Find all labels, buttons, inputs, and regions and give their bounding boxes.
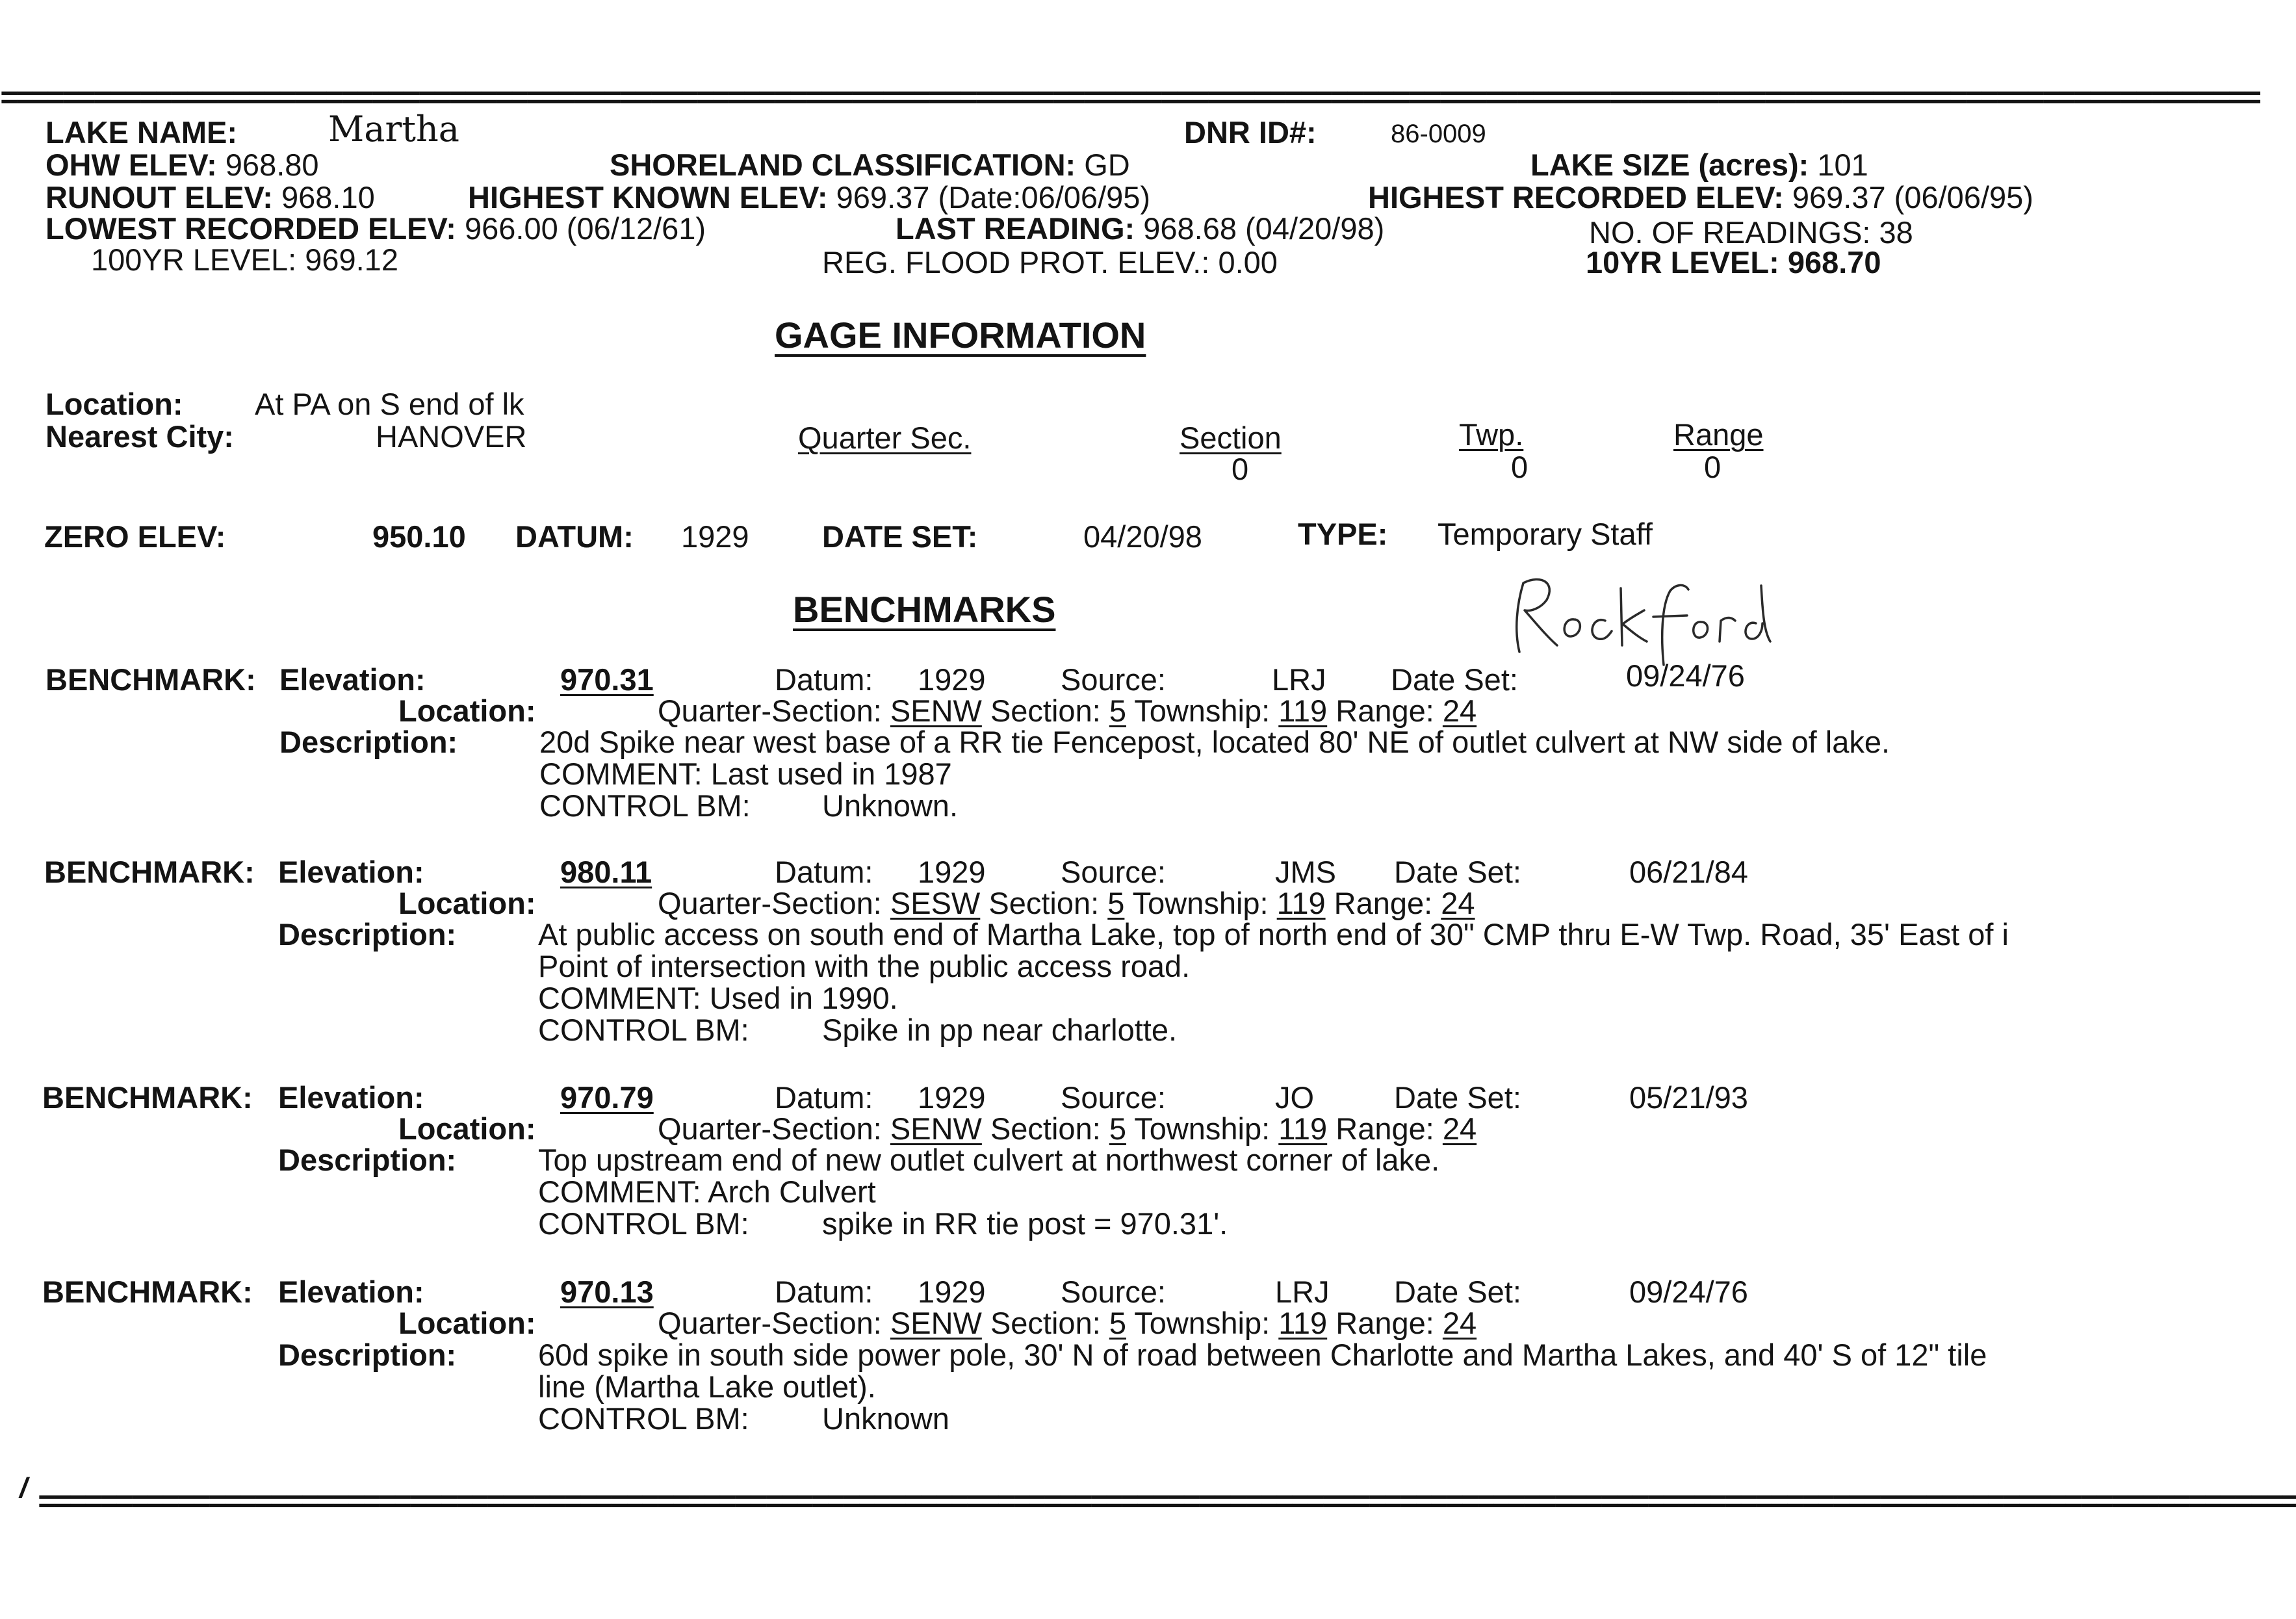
elevation-value: 970.31: [560, 662, 654, 697]
reg-flood-prot-elev: REG. FLOOD PROT. ELEV.: 0.00: [822, 245, 1278, 279]
source-value: JMS: [1275, 855, 1336, 889]
description-label: Description:: [279, 725, 458, 759]
comment-line: COMMENT: Last used in 1987: [539, 757, 952, 791]
location-label: Location:: [398, 693, 536, 728]
date-set-label: Date Set:: [1391, 662, 1518, 697]
description-label: Description:: [278, 917, 457, 952]
source-value: LRJ: [1272, 662, 1326, 697]
highest-known-elev: HIGHEST KNOWN ELEV: 969.37 (Date:06/06/95): [468, 180, 1151, 214]
control-bm-value: Spike in pp near charlotte.: [822, 1013, 1178, 1047]
location-detail: Quarter-Section: SENW Section: 5 Township: 119 Range: 24: [658, 1306, 1477, 1340]
location-detail: Quarter-Section: SENW Section: 5 Township: 119 Range: 24: [658, 1111, 1477, 1146]
runout-elev: RUNOUT ELEV: 968.10: [45, 180, 375, 214]
description-line: 20d Spike near west base of a RR tie Fencepost, located 80' NE of outlet culvert at NW side of lake.: [539, 725, 1890, 759]
datum-value: 1929: [918, 855, 986, 889]
benchmark-label: BENCHMARK:: [44, 855, 255, 889]
source-label: Source:: [1061, 662, 1166, 697]
nearest-city-label: Nearest City:: [45, 419, 234, 454]
gage-information-heading: GAGE INFORMATION: [775, 315, 1146, 356]
source-value: LRJ: [1275, 1275, 1330, 1309]
description-line: At public access on south end of Martha Lake, top of north end of 30" CMP thru E-W Twp. Road, 35' East of i: [538, 917, 2009, 952]
elevation-label: Elevation:: [279, 662, 426, 697]
dnr-id-value: 86-0009: [1391, 120, 1486, 148]
description-line: line (Martha Lake outlet).: [538, 1369, 876, 1404]
datum-value: 1929: [681, 519, 749, 554]
lowest-recorded-elev: LOWEST RECORDED ELEV: 966.00 (06/12/61): [45, 211, 706, 246]
dnr-id-label: DNR ID#:: [1184, 115, 1317, 149]
range-header: Range: [1673, 417, 1764, 452]
control-bm-label: CONTROL BM:: [538, 1401, 749, 1436]
elevation-label: Elevation:: [278, 1080, 424, 1115]
location-label: Location:: [398, 1306, 536, 1340]
source-value: JO: [1275, 1080, 1315, 1115]
level-10yr: 10YR LEVEL: 968.70: [1586, 245, 1881, 279]
type-label: TYPE:: [1298, 517, 1388, 551]
control-bm-label: CONTROL BM:: [538, 1013, 749, 1047]
control-bm-label: CONTROL BM:: [539, 788, 751, 823]
date-set-value: 09/24/76: [1626, 658, 1745, 693]
control-bm-value: spike in RR tie post = 970.31'.: [822, 1206, 1228, 1241]
date-set-label: DATE SET:: [822, 519, 978, 554]
datum-value: 1929: [918, 1080, 986, 1115]
description-label: Description:: [278, 1143, 457, 1177]
source-label: Source:: [1061, 1275, 1166, 1309]
lake-size: LAKE SIZE (acres): 101: [1530, 148, 1868, 182]
section-value: 0: [1232, 452, 1249, 486]
datum-value: 1929: [918, 1275, 986, 1309]
date-set-value: 05/21/93: [1629, 1080, 1748, 1115]
datum-label: Datum:: [775, 855, 873, 889]
date-set-label: Date Set:: [1394, 1275, 1521, 1309]
handwritten-rockford-note: [1501, 569, 1774, 666]
description-line: Top upstream end of new outlet culvert at northwest corner of lake.: [538, 1143, 1440, 1177]
elevation-value: 980.11: [560, 855, 652, 889]
source-label: Source:: [1061, 1080, 1166, 1115]
quarter-sec-header: Quarter Sec.: [798, 421, 972, 455]
description-line: Point of intersection with the public access road.: [538, 949, 1191, 983]
shoreland-classification: SHORELAND CLASSIFICATION: GD: [610, 148, 1130, 182]
datum-label: Datum:: [775, 662, 873, 697]
highest-recorded-elev: HIGHEST RECORDED ELEV: 969.37 (06/06/95): [1368, 180, 2033, 214]
elevation-value: 970.79: [560, 1080, 654, 1115]
elevation-value: 970.13: [560, 1275, 654, 1309]
benchmarks-heading: BENCHMARKS: [793, 589, 1056, 630]
location-detail: Quarter-Section: SESW Section: 5 Township: 119 Range: 24: [658, 886, 1475, 920]
benchmark-label: BENCHMARK:: [45, 662, 256, 697]
datum-label: Datum:: [775, 1275, 873, 1309]
location-label: Location:: [398, 886, 536, 920]
date-set-value: 09/24/76: [1629, 1275, 1748, 1309]
lake-name-value: Martha: [328, 109, 459, 149]
elevation-label: Elevation:: [278, 1275, 424, 1309]
location-label: Location:: [398, 1111, 536, 1146]
bottom-rule-mark: /: [19, 1472, 28, 1504]
type-value: Temporary Staff: [1438, 517, 1653, 551]
number-of-readings: NO. OF READINGS: 38: [1589, 215, 1913, 250]
benchmark-label: BENCHMARK:: [42, 1275, 253, 1309]
top-separator-rule: ==================================================================================================================================================: [0, 83, 2259, 118]
datum-label: Datum:: [775, 1080, 873, 1115]
section-header: Section: [1180, 421, 1282, 455]
datum-label: DATUM:: [515, 519, 634, 554]
ohw-elev: OHW ELEV: 968.80: [45, 148, 319, 182]
date-set-value: 06/21/84: [1629, 855, 1748, 889]
date-set-label: Date Set:: [1394, 855, 1521, 889]
gage-location-value: At PA on S end of lk: [255, 387, 524, 421]
last-reading: LAST READING: 968.68 (04/20/98): [896, 211, 1385, 246]
control-bm-label: CONTROL BM:: [538, 1206, 749, 1241]
comment-line: COMMENT: Used in 1990.: [538, 981, 898, 1015]
source-label: Source:: [1061, 855, 1166, 889]
benchmark-label: BENCHMARK:: [42, 1080, 253, 1115]
zero-elev-label: ZERO ELEV:: [44, 519, 226, 554]
bottom-separator-rule: ==================================================================================================================================================: [38, 1486, 2296, 1522]
nearest-city-value: HANOVER: [376, 419, 527, 454]
datum-value: 1929: [918, 662, 986, 697]
gage-location-label: Location:: [45, 387, 183, 421]
twp-header: Twp.: [1459, 417, 1524, 452]
elevation-label: Elevation:: [278, 855, 424, 889]
date-set-value: 04/20/98: [1083, 519, 1202, 554]
lake-name-label: LAKE NAME:: [45, 115, 238, 149]
comment-line: COMMENT: Arch Culvert: [538, 1174, 876, 1209]
twp-value: 0: [1511, 450, 1529, 484]
description-line: 60d spike in south side power pole, 30' N of road between Charlotte and Martha Lakes, and 40' S of 12" tile: [538, 1338, 1987, 1372]
location-detail: Quarter-Section: SENW Section: 5 Township: 119 Range: 24: [658, 693, 1477, 728]
control-bm-value: Unknown.: [822, 788, 958, 823]
description-label: Description:: [278, 1338, 457, 1372]
date-set-label: Date Set:: [1394, 1080, 1521, 1115]
level-100yr: 100YR LEVEL: 969.12: [91, 242, 398, 277]
zero-elev-value: 950.10: [372, 519, 466, 554]
control-bm-value: Unknown: [822, 1401, 949, 1436]
range-value: 0: [1704, 450, 1722, 484]
